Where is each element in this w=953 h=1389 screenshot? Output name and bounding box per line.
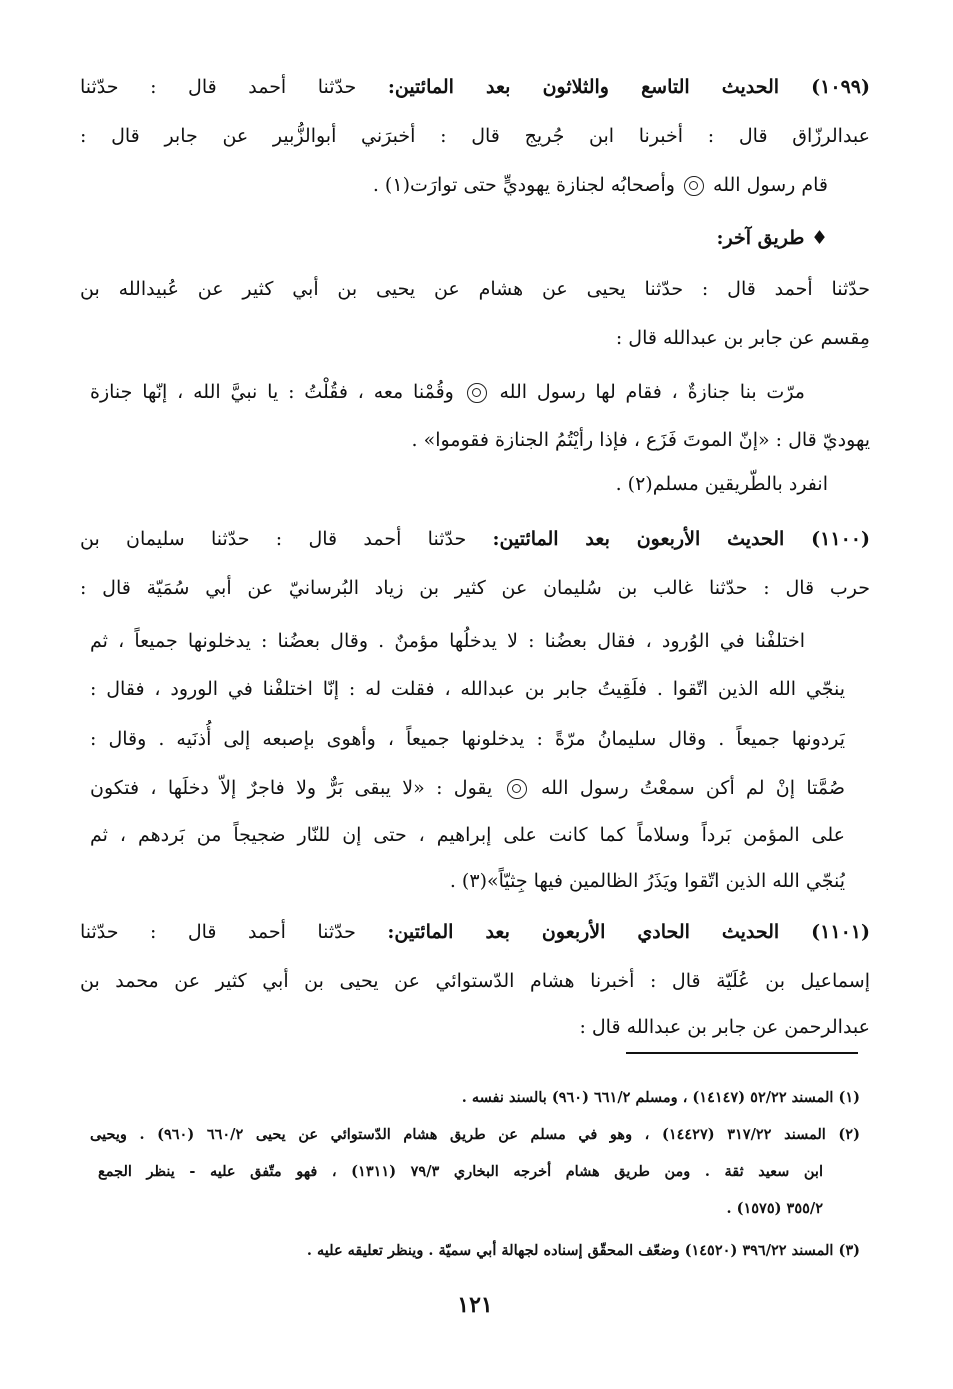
hadith-1099-line-1 xyxy=(80,68,870,106)
salutation-icon xyxy=(507,779,527,799)
hadith-1099-text-a: قام رسول الله xyxy=(713,174,828,196)
hadith-1099-text-b: وأصحابُه لجنازة يهوديٍّ حتى توارَت(١) . xyxy=(372,174,675,196)
hadith-1100-text-a: صُمَّتا إنْ لم أكن سمعْتُ رسول الله xyxy=(540,777,845,799)
salutation-icon xyxy=(684,176,704,196)
footnote-2-line-3: ٣٥٥/٢ (١٥٧٥) . xyxy=(726,1200,823,1217)
hadith-1099-line-2: عبدالرزّاق قال : أخبرنا ابن جُريج قال : أخبرَني أبوالزُّبير عن جابر قال : xyxy=(80,125,870,147)
salutation-icon xyxy=(467,383,487,403)
hadith-1101-line-1 xyxy=(80,913,870,951)
hadith-1100-line-1 xyxy=(80,520,870,558)
footnote-2-line-1: (٢) المسند ٣١٧/٢٢ (١٤٤٢٧) ، وهو في مسلم عن طريق هشام الدّستوائي عن يحيى ٦٦٠/٢ (٩٦٠) . ويحيى xyxy=(90,1126,860,1143)
hadith-1100-line-7: على المؤمن بَرداً وسلاماً كما كانت على إبراهيم ، حتى إن للنّار ضجيجاً من بَردهم ، ثم xyxy=(90,824,845,846)
hadith-1100-chain-start: حدّثنا أحمد قال : حدّثنا سليمان بن xyxy=(80,528,467,550)
footnote-1: (١) المسند ٥٢/٢٢ (١٤١٤٧) ، ومسلم ٦٦١/٢ (٩٦٠) بالسند نفسه . xyxy=(461,1089,860,1106)
hadith-1099-line-7 xyxy=(90,373,805,411)
hadith-1099-line-3 xyxy=(128,166,828,204)
hadith-1101-chain-start: حدّثنا أحمد قال : حدّثنا xyxy=(80,921,356,943)
hadith-1101-heading: (١١٠١) الحديث الحادي الأربعون بعد المائتين: xyxy=(387,921,870,943)
footnote-divider xyxy=(626,1052,858,1054)
hadith-1100-line-4: ينجّي الله الذين اتّقوا . فلَقِيتُ جابر بن عبدالله ، فقلت له : إنّا اختلفْنا في الورود ، فقال : xyxy=(90,678,845,700)
hadith-1099-line-6: مِقسم عن جابر بن عبدالله قال : xyxy=(615,327,870,349)
footnote-2-line-2: ابن سعيد ثقة . ومن طريق هشام أخرجه البخاري ٧٩/٣ (١٣١١) ، فهو متّفق عليه - ينظر الجمع xyxy=(98,1163,823,1180)
hadith-1099-line-8: يهوديّ قال : «إنّ الموتَ فَزَع ، فإذا رأيْتُمُ الجنازة فقوموا» . xyxy=(411,429,870,451)
hadith-1099-text-c: مرّت بنا جنازةٌ ، فقام لها رسول الله xyxy=(499,381,805,403)
other-path-heading: ♦ طريق آخر: xyxy=(716,227,828,249)
hadith-1100-line-8: يُنجّي الله الذين اتّقوا ويَذَرُ الظالمين فيها جِثيّاً»(٣) . xyxy=(449,870,845,892)
page-number: ١٢١ xyxy=(457,1292,493,1318)
hadith-1099-text-d: وقُمْنا معه ، فقُلْتُ : يا نبيَّ الله ، إنّها جنازة xyxy=(90,381,454,403)
hadith-1100-line-3: اختلفْنا في الوُرود ، فقال بعضُنا : لا يدخلُها مؤمنٌ . وقال بعضُنا : يدخلونها جميعاً ، ثم xyxy=(90,630,805,652)
hadith-1100-heading: (١١٠٠) الحديث الأربعون بعد المائتين: xyxy=(492,528,870,550)
hadith-1100-text-b: يقول : «لا يبقى بَرٌّ ولا فاجرٌ إلاّ دخلَها ، فتكون xyxy=(90,777,493,799)
hadith-1099-line-5: حدّثنا أحمد قال : حدّثنا يحيى عن هشام عن يحيى بن أبي كثير عن عُبيدالله بن xyxy=(80,278,870,300)
hadith-1100-line-5: يَردونها جميعاً . وقال سليمانُ مرّةً : يدخلونها جميعاً ، وأهوى بإصبعه إلى أُذنَيه . وقال : xyxy=(90,728,845,750)
footnote-3: (٣) المسند ٣٩٦/٢٢ (١٤٥٢٠) وضعّف المحقّق إسناده لجهالة أبي سميّة . وينظر تعليقه عليه . xyxy=(306,1242,860,1259)
hadith-1101-line-2: إسماعيل بن عُلَيّة قال : أخبرنا هشام الدّستوائي عن يحيى بن أبي كثير عن محمد بن xyxy=(80,970,870,992)
hadith-1099-heading: (١٠٩٩) الحديث التاسع والثلاثون بعد المائتين: xyxy=(387,76,870,98)
hadith-1101-line-3: عبدالرحمن عن جابر بن عبدالله قال : xyxy=(579,1016,870,1038)
hadith-1100-line-2: حرب قال : حدّثنا غالب بن سُليمان عن كثير بن زياد البُرسانيّ عن أبي سُمَيّة قال : xyxy=(80,577,870,599)
hadith-1099-line-9: انفرد بالطّريقين مسلم(٢) . xyxy=(615,473,828,495)
hadith-1100-line-6 xyxy=(90,769,845,807)
hadith-1099-chain-start: حدّثنا أحمد قال : حدّثنا xyxy=(80,76,357,98)
